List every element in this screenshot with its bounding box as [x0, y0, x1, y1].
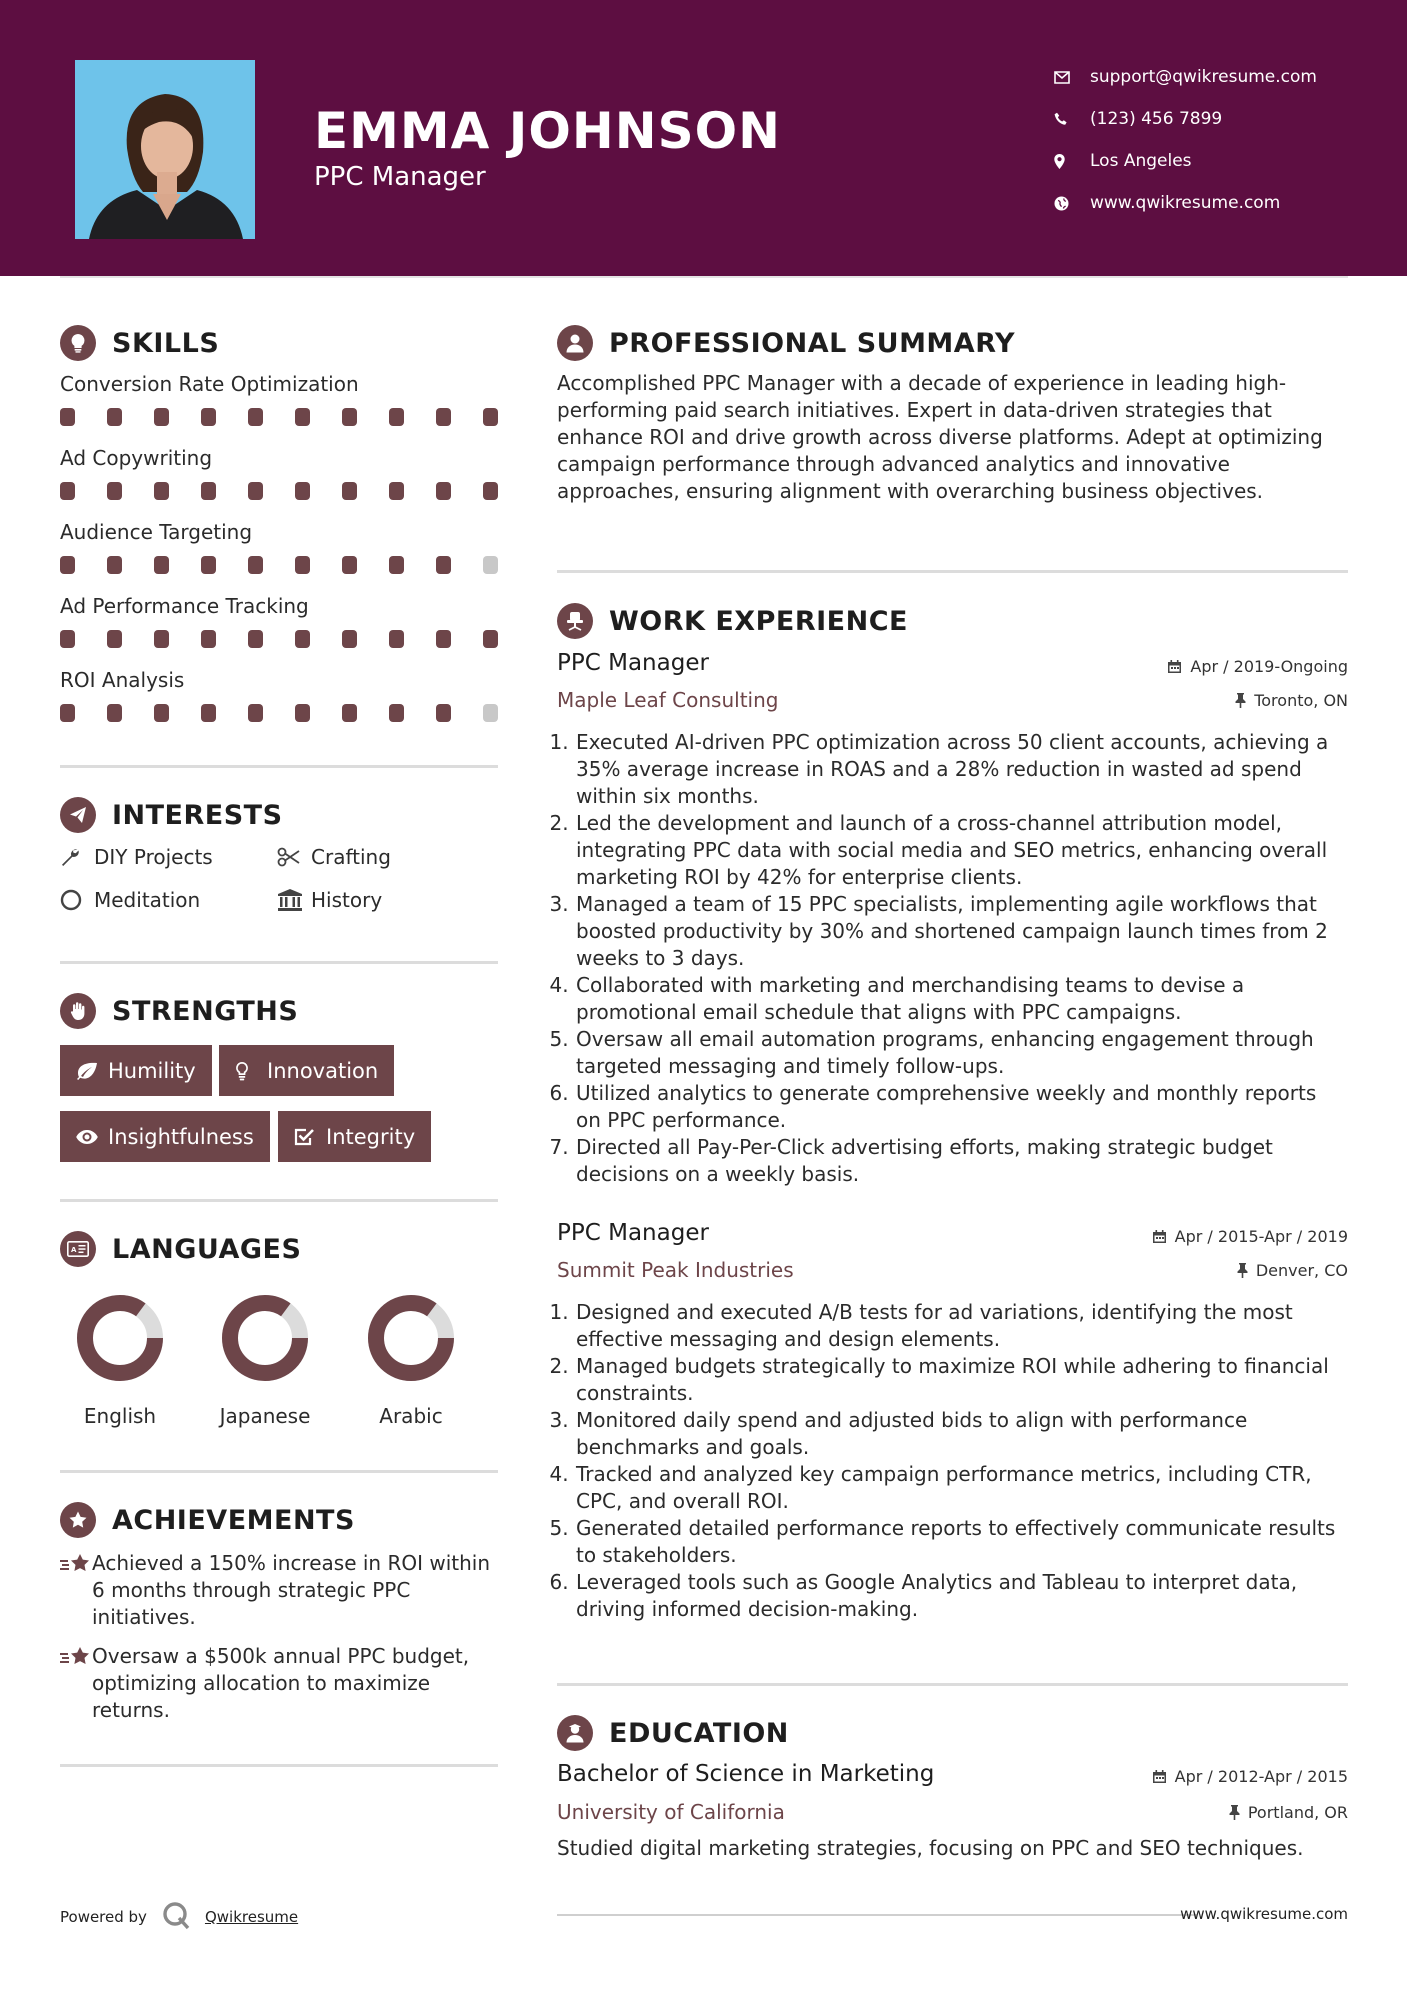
- skill-dot-filled: [154, 408, 169, 426]
- responsibility-item: 5. Generated detailed performance reports to effectively communicate results to stakeholders.: [575, 1515, 1347, 1569]
- star-badge-icon: [60, 1502, 96, 1538]
- skill-dot-filled: [154, 556, 169, 574]
- skill-dot-filled: [342, 704, 357, 722]
- skills-title: SKILLS: [112, 327, 220, 359]
- skill-dot-filled: [60, 408, 75, 426]
- contact-phone[interactable]: [1054, 98, 1384, 140]
- summary-heading: [557, 325, 1015, 361]
- skill-dot-empty: [483, 704, 498, 722]
- check-square-icon: [294, 1127, 326, 1147]
- skill-dot-filled: [248, 556, 263, 574]
- responsibility-item: 5. Oversaw all email automation programs, enhancing engagement through targeted messaging and timely follow-ups.: [575, 1026, 1347, 1080]
- skill-dot-filled: [248, 630, 263, 648]
- map-marker-icon: [1054, 154, 1090, 169]
- skill-dot-filled: [154, 704, 169, 722]
- languages-title: LANGUAGES: [112, 1233, 302, 1265]
- skill-dot-filled: [295, 482, 310, 500]
- language-item: [192, 1294, 338, 1428]
- skill-dot-filled: [436, 704, 451, 722]
- qwikresume-logo-icon: [161, 1900, 191, 1934]
- job-dates: [1152, 1227, 1348, 1246]
- contact-phone-text: (123) 456 7899: [1090, 109, 1223, 129]
- responsibility-item: 7. Directed all Pay-Per-Click advertising efforts, making strategic budget decisions on a weekly basis.: [575, 1134, 1347, 1188]
- interest-item: [277, 845, 391, 869]
- skill-dot-filled: [201, 704, 216, 722]
- shooting-star-icon: [60, 1643, 92, 1724]
- calendar-icon: [1152, 1769, 1167, 1784]
- skill-dot-filled: [389, 630, 404, 648]
- strengths-title: STRENGTHS: [112, 995, 299, 1027]
- eye-icon: [76, 1130, 108, 1144]
- responsibility-item: 3. Managed a team of 15 PPC specialists, implementing agile workflows that boosted productivity by 30% and shortened campaign launch times from 2 weeks to 3 days.: [575, 891, 1347, 972]
- job-location: [1237, 1261, 1348, 1280]
- language-name: Japanese: [219, 1404, 311, 1428]
- responsibility-item: 2. Led the development and launch of a cross-channel attribution model, integrating PPC data with social media and SEO metrics, enhancing overall marketing ROI by 42% for enterprise clients.: [575, 810, 1347, 891]
- section-divider: [60, 1470, 498, 1473]
- education-location-text: Portland, OR: [1247, 1803, 1348, 1822]
- proficiency-ring: [367, 1294, 455, 1382]
- skill-rating: [60, 624, 498, 668]
- skill-dot-filled: [389, 556, 404, 574]
- achievements-title: ACHIEVEMENTS: [112, 1504, 355, 1536]
- job-location: [1235, 691, 1348, 710]
- skill-item: [60, 520, 498, 594]
- proficiency-ring: [76, 1294, 164, 1382]
- skill-dot-filled: [107, 482, 122, 500]
- section-divider: [557, 1683, 1348, 1686]
- scissors-icon: [277, 847, 311, 867]
- section-divider: [60, 961, 498, 964]
- skill-dot-filled: [107, 556, 122, 574]
- globe-icon: [1054, 196, 1090, 211]
- language-donut: [192, 1294, 338, 1382]
- language-name: Arabic: [379, 1404, 443, 1428]
- skill-dot-filled: [483, 630, 498, 648]
- skills-heading: [60, 325, 219, 361]
- strength-badge: [60, 1045, 212, 1096]
- skill-dot-filled: [389, 408, 404, 426]
- skill-dot-filled: [483, 482, 498, 500]
- profile-photo: [75, 60, 255, 239]
- job-dates-text: Apr / 2015-Apr / 2019: [1174, 1227, 1348, 1246]
- skill-dot-filled: [248, 704, 263, 722]
- achievement-item: [60, 1550, 500, 1631]
- skill-dot-filled: [154, 482, 169, 500]
- interest-label: DIY Projects: [94, 845, 213, 869]
- interest-label: Crafting: [311, 845, 391, 869]
- proficiency-ring: [221, 1294, 309, 1382]
- strength-label: Insightfulness: [108, 1124, 254, 1149]
- interests-heading: [60, 797, 283, 833]
- summary-title: PROFESSIONAL SUMMARY: [609, 327, 1016, 359]
- skill-dot-filled: [248, 482, 263, 500]
- pin-icon: [1229, 1805, 1240, 1820]
- achievement-text: Oversaw a $500k annual PPC budget, optimizing allocation to maximize returns.: [92, 1644, 470, 1722]
- language-item: [47, 1294, 193, 1428]
- leaf-icon: [76, 1062, 108, 1080]
- graduate-icon: [557, 1715, 593, 1751]
- header-divider: [60, 276, 1348, 278]
- skill-dot-filled: [295, 408, 310, 426]
- language-name: English: [83, 1404, 157, 1428]
- skill-rating: [60, 550, 498, 594]
- skill-dot-filled: [436, 630, 451, 648]
- skill-item: [60, 668, 498, 742]
- language-donut: [338, 1294, 484, 1382]
- skill-dot-filled: [483, 408, 498, 426]
- job-dates: [1167, 657, 1348, 676]
- skill-dot-filled: [295, 704, 310, 722]
- skill-dot-filled: [60, 704, 75, 722]
- skill-dot-filled: [436, 556, 451, 574]
- section-divider: [60, 1764, 498, 1767]
- skill-dot-filled: [107, 408, 122, 426]
- circle-icon: [60, 889, 94, 911]
- language-donut: [47, 1294, 193, 1382]
- job-responsibilities: [557, 729, 1347, 1188]
- interest-item: [60, 845, 213, 869]
- skill-dot-filled: [295, 556, 310, 574]
- achievement-text: Achieved a 150% increase in ROI within 6 months through strategic PPC initiatives.: [92, 1551, 491, 1629]
- footer-divider: [557, 1914, 1197, 1916]
- education-description: Studied digital marketing strategies, focusing on PPC and SEO techniques.: [557, 1836, 1304, 1860]
- skill-item: [60, 446, 498, 520]
- job-location-text: Denver, CO: [1255, 1261, 1348, 1280]
- header-band: [0, 0, 1407, 276]
- skill-dot-filled: [60, 556, 75, 574]
- responsibility-item: 6. Leveraged tools such as Google Analytics and Tableau to interpret data, driving informed decision-making.: [575, 1569, 1347, 1623]
- skill-dot-filled: [201, 408, 216, 426]
- skill-dot-filled: [342, 556, 357, 574]
- skill-rating: [60, 476, 498, 520]
- summary-text: Accomplished PPC Manager with a decade of experience in leading high-performing paid search initiatives. Expert in data-driven strategies that enhance ROI and drive growth across diverse platforms. Adept at optimizing campaign performance through advanced analytics and innovative approaches, ensuring alignment with overarching business objectives.: [557, 371, 1323, 503]
- education-school: University of California: [557, 1800, 785, 1824]
- skill-item: [60, 594, 498, 668]
- skill-dot-filled: [154, 630, 169, 648]
- skills-list: [60, 372, 498, 742]
- phone-icon: [1054, 112, 1090, 126]
- skill-dot-filled: [295, 630, 310, 648]
- job-location-text: Toronto, ON: [1254, 691, 1348, 710]
- language-icon: [60, 1231, 96, 1267]
- job-dates-text: Apr / 2019-Ongoing: [1190, 657, 1348, 676]
- skill-rating: [60, 402, 498, 446]
- responsibility-item: 2. Managed budgets strategically to maximize ROI while adhering to financial constraints.: [575, 1353, 1347, 1407]
- strength-badge: [219, 1045, 394, 1096]
- section-divider: [60, 765, 498, 768]
- contact-location: [1054, 140, 1384, 182]
- job-company: Maple Leaf Consulting: [557, 688, 779, 712]
- strength-label: Integrity: [326, 1124, 416, 1149]
- education-heading: [557, 1715, 789, 1751]
- job-responsibilities: [557, 1299, 1347, 1623]
- candidate-title: PPC Manager: [314, 162, 486, 192]
- envelope-icon: [1054, 71, 1090, 84]
- candidate-name: EMMA JOHNSON: [314, 102, 781, 160]
- responsibility-item: 4. Tracked and analyzed key campaign performance metrics, including CTR, CPC, and overall ROI.: [575, 1461, 1347, 1515]
- section-divider: [557, 570, 1348, 573]
- skill-dot-filled: [201, 630, 216, 648]
- strength-label: Innovation: [267, 1058, 379, 1083]
- skill-dot-filled: [107, 630, 122, 648]
- skill-dot-filled: [342, 408, 357, 426]
- contact-location-text: Los Angeles: [1090, 151, 1192, 171]
- skill-dot-filled: [342, 630, 357, 648]
- shooting-star-icon: [60, 1550, 92, 1631]
- interests-title: INTERESTS: [112, 799, 283, 831]
- skill-name: Ad Performance Tracking: [60, 594, 309, 618]
- footer-url[interactable]: www.qwikresume.com: [1180, 1905, 1348, 1923]
- responsibility-item: 1. Executed AI-driven PPC optimization across 50 client accounts, achieving a 35% average increase in ROAS and a 28% reduction in wasted ad spend within six months.: [575, 729, 1347, 810]
- svg-text:A: A: [71, 1246, 77, 1254]
- skill-item: [60, 372, 498, 446]
- achievements-heading: [60, 1502, 355, 1538]
- contact-email[interactable]: [1054, 56, 1384, 98]
- skill-dot-filled: [436, 482, 451, 500]
- skill-dot-filled: [389, 482, 404, 500]
- skill-dot-filled: [436, 408, 451, 426]
- skill-dot-filled: [201, 482, 216, 500]
- achievement-item: [60, 1643, 500, 1724]
- qwikresume-link[interactable]: Qwikresume: [204, 1908, 299, 1926]
- skill-dot-filled: [60, 630, 75, 648]
- language-item: [338, 1294, 484, 1428]
- strength-label: Humility: [108, 1058, 196, 1083]
- skill-dot-filled: [342, 482, 357, 500]
- contact-website-text: www.qwikresume.com: [1090, 193, 1281, 213]
- institution-icon: [277, 889, 311, 911]
- contact-email-text: support@qwikresume.com: [1090, 67, 1317, 87]
- skill-name: ROI Analysis: [60, 668, 185, 692]
- wrench-icon: [60, 847, 94, 867]
- skill-dot-filled: [248, 408, 263, 426]
- experience-heading: [557, 603, 908, 639]
- powered-by-text: Powered by: [60, 1908, 147, 1926]
- skill-name: Ad Copywriting: [60, 446, 213, 470]
- skill-rating: [60, 698, 498, 742]
- contact-website[interactable]: [1054, 182, 1384, 224]
- skill-dot-filled: [60, 482, 75, 500]
- lightbulb-icon: [60, 325, 96, 361]
- education-location: [1229, 1803, 1348, 1822]
- interest-item: [277, 888, 382, 912]
- office-chair-icon: [557, 603, 593, 639]
- education-dates-text: Apr / 2012-Apr / 2015: [1174, 1767, 1348, 1786]
- strengths-heading: [60, 993, 298, 1029]
- hand-icon: [60, 993, 96, 1029]
- lightbulb-icon: [235, 1061, 267, 1081]
- job-company: Summit Peak Industries: [557, 1258, 794, 1282]
- paper-plane-icon: [60, 797, 96, 833]
- skill-dot-empty: [483, 556, 498, 574]
- skill-dot-filled: [389, 704, 404, 722]
- powered-by: [60, 1900, 298, 1934]
- job-title: PPC Manager: [557, 1220, 709, 1246]
- user-icon: [557, 325, 593, 361]
- pin-icon: [1235, 693, 1246, 708]
- strength-badge: [60, 1111, 270, 1162]
- skill-name: Audience Targeting: [60, 520, 253, 544]
- skill-dot-filled: [107, 704, 122, 722]
- job-title: PPC Manager: [557, 650, 709, 676]
- languages-heading: [60, 1231, 301, 1267]
- calendar-icon: [1167, 659, 1182, 674]
- responsibility-item: 3. Monitored daily spend and adjusted bids to align with performance benchmarks and goals.: [575, 1407, 1347, 1461]
- interest-label: Meditation: [94, 888, 201, 912]
- responsibility-item: 4. Collaborated with marketing and merchandising teams to devise a promotional email schedule that aligns with PPC campaigns.: [575, 972, 1347, 1026]
- responsibility-item: 1. Designed and executed A/B tests for ad variations, identifying the most effective messaging and design elements.: [575, 1299, 1347, 1353]
- education-degree: Bachelor of Science in Marketing: [557, 1761, 935, 1787]
- responsibility-item: 6. Utilized analytics to generate comprehensive weekly and monthly reports on PPC performance.: [575, 1080, 1347, 1134]
- pin-icon: [1237, 1263, 1248, 1278]
- education-dates: [1152, 1767, 1348, 1786]
- calendar-icon: [1152, 1229, 1167, 1244]
- skill-name: Conversion Rate Optimization: [60, 372, 359, 396]
- education-title: EDUCATION: [609, 1717, 789, 1749]
- interest-label: History: [311, 888, 383, 912]
- section-divider: [60, 1199, 498, 1202]
- interest-item: [60, 888, 200, 912]
- contact-list: [1054, 56, 1384, 224]
- experience-title: WORK EXPERIENCE: [609, 605, 908, 637]
- strength-badge: [278, 1111, 431, 1162]
- skill-dot-filled: [201, 556, 216, 574]
